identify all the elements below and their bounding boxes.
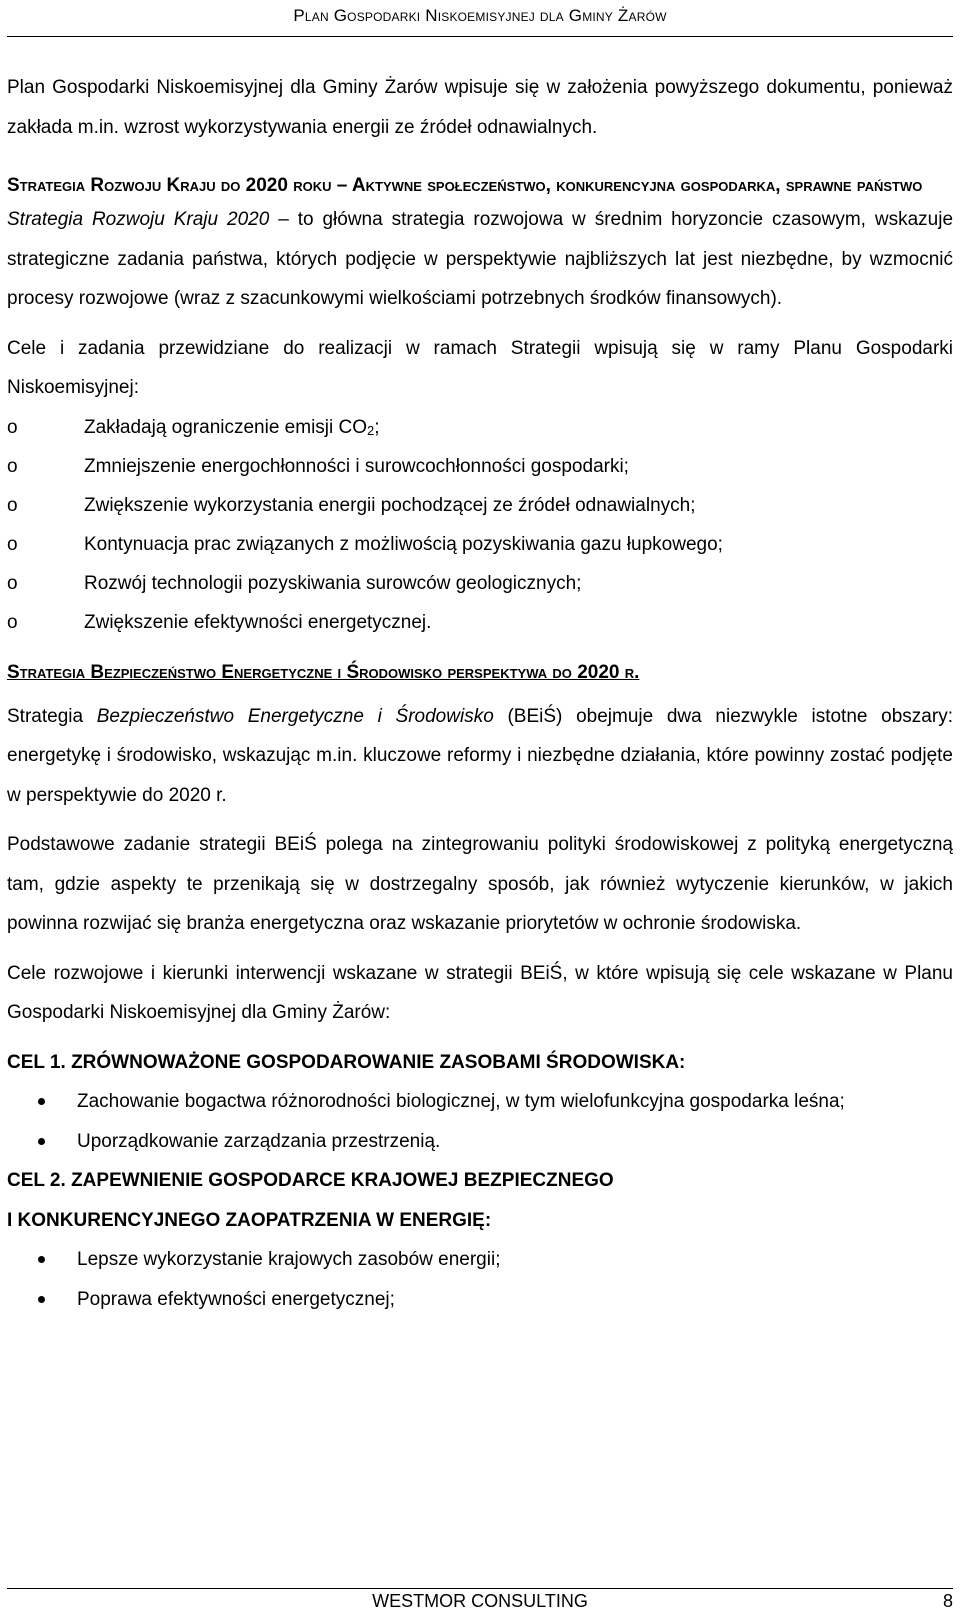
intro-paragraph: Plan Gospodarki Niskoemisyjnej dla Gminy Żarów wpisuje się w założenia powyższego dokumentu, ponieważ zakłada m.in. wzrost wykorzystywania energii ze źródeł odnawialnych.: [7, 77, 953, 138]
list-marker: o: [7, 416, 18, 438]
list-item: Poprawa efektywności energetycznej;: [7, 1280, 953, 1320]
list-marker: o: [7, 533, 18, 555]
srk-title-italic: Strategia Rozwoju Kraju 2020: [7, 209, 270, 230]
cel2-heading-line2: I KONKURENCYJNEGO ZAOPATRZENIA W ENERGIĘ:: [7, 1209, 492, 1231]
bullet-icon: [38, 1098, 45, 1105]
srk-paragraph-1: [7, 200, 953, 319]
cel1-heading: CEL 1. ZRÓWNOWAŻONE GOSPODAROWANIE ZASOBAMI ŚRODOWISKA:: [7, 1051, 686, 1073]
list-item: Zachowanie bogactwa różnorodności biologicznej, w tym wielofunkcyjna gospodarka leśna;: [7, 1082, 953, 1122]
header-divider: [7, 36, 953, 37]
document-body: [7, 68, 953, 1319]
beis-heading: Strategia Bezpieczeństwo Energetyczne i Środowisko perspektywa do 2020 r.: [7, 661, 640, 683]
list-marker: o: [7, 494, 18, 516]
beis-paragraph-3: Cele rozwojowe i kierunki interwencji wskazane w strategii BEiŚ, w które wpisują się cele wskazane w Planu Gospodarki Niskoemisyjnej dla Gminy Żarów:: [7, 962, 953, 1023]
header-title: Plan Gospodarki Niskoemisyjnej dla Gminy Żarów: [293, 6, 667, 25]
beis-title-italic: Bezpieczeństwo Energetyczne i Środowisko: [96, 705, 494, 727]
list-item: Uporządkowanie zarządzania przestrzenią.: [7, 1122, 953, 1162]
list-item: o Rozwój technologii pozyskiwania surowców geologicznych;: [7, 564, 953, 603]
bullet-icon: [38, 1138, 45, 1145]
bullet-icon: [38, 1296, 45, 1303]
list-marker: o: [7, 455, 18, 477]
page-number: 8: [942, 1591, 953, 1611]
footer-divider: [7, 1588, 953, 1589]
cel2-heading: CEL 2. ZAPEWNIENIE GOSPODARCE KRAJOWEJ BEZPIECZNEGO: [7, 1170, 614, 1191]
list-item: o Kontynuacja prac związanych z możliwością pozyskiwania gazu łupkowego;: [7, 525, 953, 564]
list-marker: o: [7, 572, 18, 594]
page-footer: [0, 1588, 960, 1617]
srk-paragraph-1-text: – to główna strategia rozwojowa w średnim horyzoncie czasowym, wskazuje strategiczne zadania państwa, których podjęcie w perspektywie najbliższych lat jest niezbędne, by wzmocnić procesy rozwojowe (wraz z szacunkowymi wielkościami potrzebnych środków finansowych).: [7, 209, 954, 309]
list-item: o Zmniejszenie energochłonności i surowcochłonności gospodarki;: [7, 447, 953, 486]
footer-company: WESTMOR CONSULTING: [372, 1591, 588, 1611]
bullet-icon: [38, 1256, 45, 1263]
list-marker: o: [7, 611, 18, 633]
list-item: Lepsze wykorzystanie krajowych zasobów energii;: [7, 1240, 953, 1280]
beis-paragraph-2: Podstawowe zadanie strategii BEiŚ polega na zintegrowaniu polityki środowiskowej z polityką energetyczną tam, gdzie aspekty te przenikają się w dostrzegalny sposób, jak również wytyczenie kierunków, w jakich powinna rozwijać się branża energetyczna oraz wskazanie priorytetów w ochronie środowiska.: [7, 834, 953, 934]
page-header: [0, 0, 960, 40]
beis-paragraph-1: Strategia Bezpieczeństwo Energetyczne i Środowisko (BEiŚ) obejmuje dwa niezwykle istotne obszary: energetykę i środowisko, wskazując m.in. kluczowe reformy i niezbędne działania, które powinny zostać podjęte w perspektywie do 2020 r.: [7, 705, 953, 806]
cel1-list: [7, 1082, 953, 1161]
srk-heading: Strategia Rozwoju Kraju do 2020 roku – Aktywne społeczeństwo, konkurencyjna gospodarka, sprawne państwo: [7, 175, 923, 196]
list-item: o Zwiększenie efektywności energetycznej.: [7, 603, 953, 642]
list-item: o Zakładają ograniczenie emisji $CO_2$;: [7, 408, 953, 447]
srk-paragraph-2: Cele i zadania przewidziane do realizacji w ramach Strategii wpisują się w ramy Planu Gospodarki Niskoemisyjnej:: [7, 337, 953, 398]
list-item: o Zwiększenie wykorzystania energii pochodzącej ze źródeł odnawialnych;: [7, 486, 953, 525]
cel2-list: [7, 1240, 953, 1319]
srk-goal-list: [7, 408, 953, 642]
